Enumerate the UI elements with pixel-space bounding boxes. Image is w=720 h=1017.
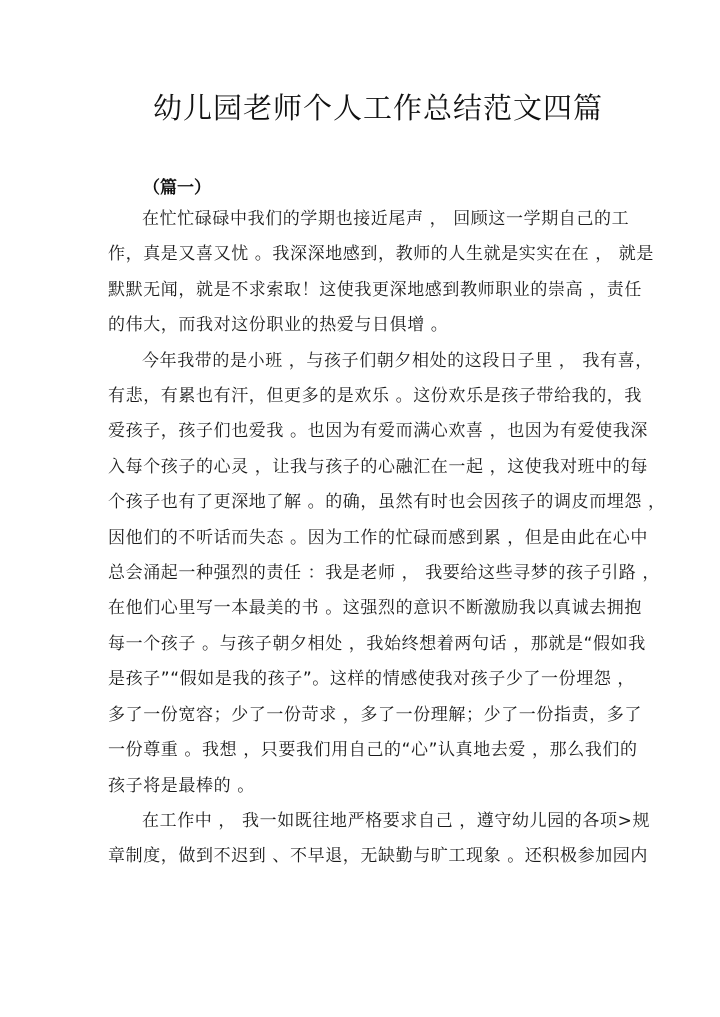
section-heading: （篇一） xyxy=(143,178,211,198)
paragraph-line: 总会涌起一种强烈的责任 ：我是老师 ， 我要给这些寻梦的孩子引路 ， xyxy=(108,563,661,584)
paragraph-2 xyxy=(108,344,666,804)
paragraph-line: 一份尊重 。我想 ，只要我们用自己的“心”认真地去爱 ，那么我们的 xyxy=(108,740,638,761)
document-body xyxy=(108,202,666,875)
paragraph-line: 孩子将是最棒的 。 xyxy=(108,775,255,796)
paragraph-line: 作，真是又喜又忧 。我深深地感到，教师的人生就是实实在在 ， 就是 xyxy=(108,244,655,265)
paragraph-1 xyxy=(108,202,655,344)
paragraph-line: 是孩子”“假如是我的孩子”。这样的情感使我对孩子少了一份埋怨 ， xyxy=(108,669,636,690)
paragraph-line: 在他们心里写一本最美的书 。这强烈的意识不断激励我以真诚去拥抱 xyxy=(108,598,643,619)
document-title: 幼儿园老师个人工作总结范文四篇 xyxy=(152,91,603,125)
paragraph-line: 个孩子也有了更深地了解 。的确，虽然有时也会因孩子的调皮而埋怨 ， xyxy=(108,492,666,513)
paragraph-line: 因他们的不听话而失态 。因为工作的忙碌而感到累 ，但是由此在心中 xyxy=(108,527,649,548)
paragraph-line: 默默无闻，就是不求索取！这使我更深地感到教师职业的崇高 ，责任 xyxy=(108,279,643,300)
paragraph-line: 多了一份宽容；少了一份苛求 ，多了一份理解；少了一份指责，多了 xyxy=(108,704,643,725)
paragraph-line: 爱孩子，孩子们也爱我 。也因为有爱而满心欢喜 ，也因为有爱使我深 xyxy=(108,421,649,442)
paragraph-line: 入每个孩子的心灵 ，让我与孩子的心融汇在一起 ，这使我对班中的每 xyxy=(108,456,649,477)
paragraph-line: 章制度，做到不迟到 、不早退，无缺勤与旷工现象 。还积极参加园内 xyxy=(108,846,649,867)
paragraph-line: 每一个孩子 。与孩子朝夕相处 ，我始终想着两句话 ，那就是“假如我 xyxy=(108,633,646,654)
paragraph-line: 有悲，有累也有汗，但更多的是欢乐 。这份欢乐是孩子带给我的，我 xyxy=(108,386,643,407)
paragraph-line: 今年我带的是小班 ，与孩子们朝夕相处的这段日子里 ， 我有喜， xyxy=(142,350,653,371)
paragraph-line: 在工作中 ， 我一如既往地严格要求自己 ，遵守幼儿园的各项>规 xyxy=(142,810,651,831)
paragraph-line: 在忙忙碌碌中我们的学期也接近尾声 ， 回顾这一学期自己的工 xyxy=(142,209,630,229)
paragraph-3 xyxy=(108,804,651,875)
paragraph-line: 的伟大，而我对这份职业的热爱与日俱增 。 xyxy=(108,315,449,336)
